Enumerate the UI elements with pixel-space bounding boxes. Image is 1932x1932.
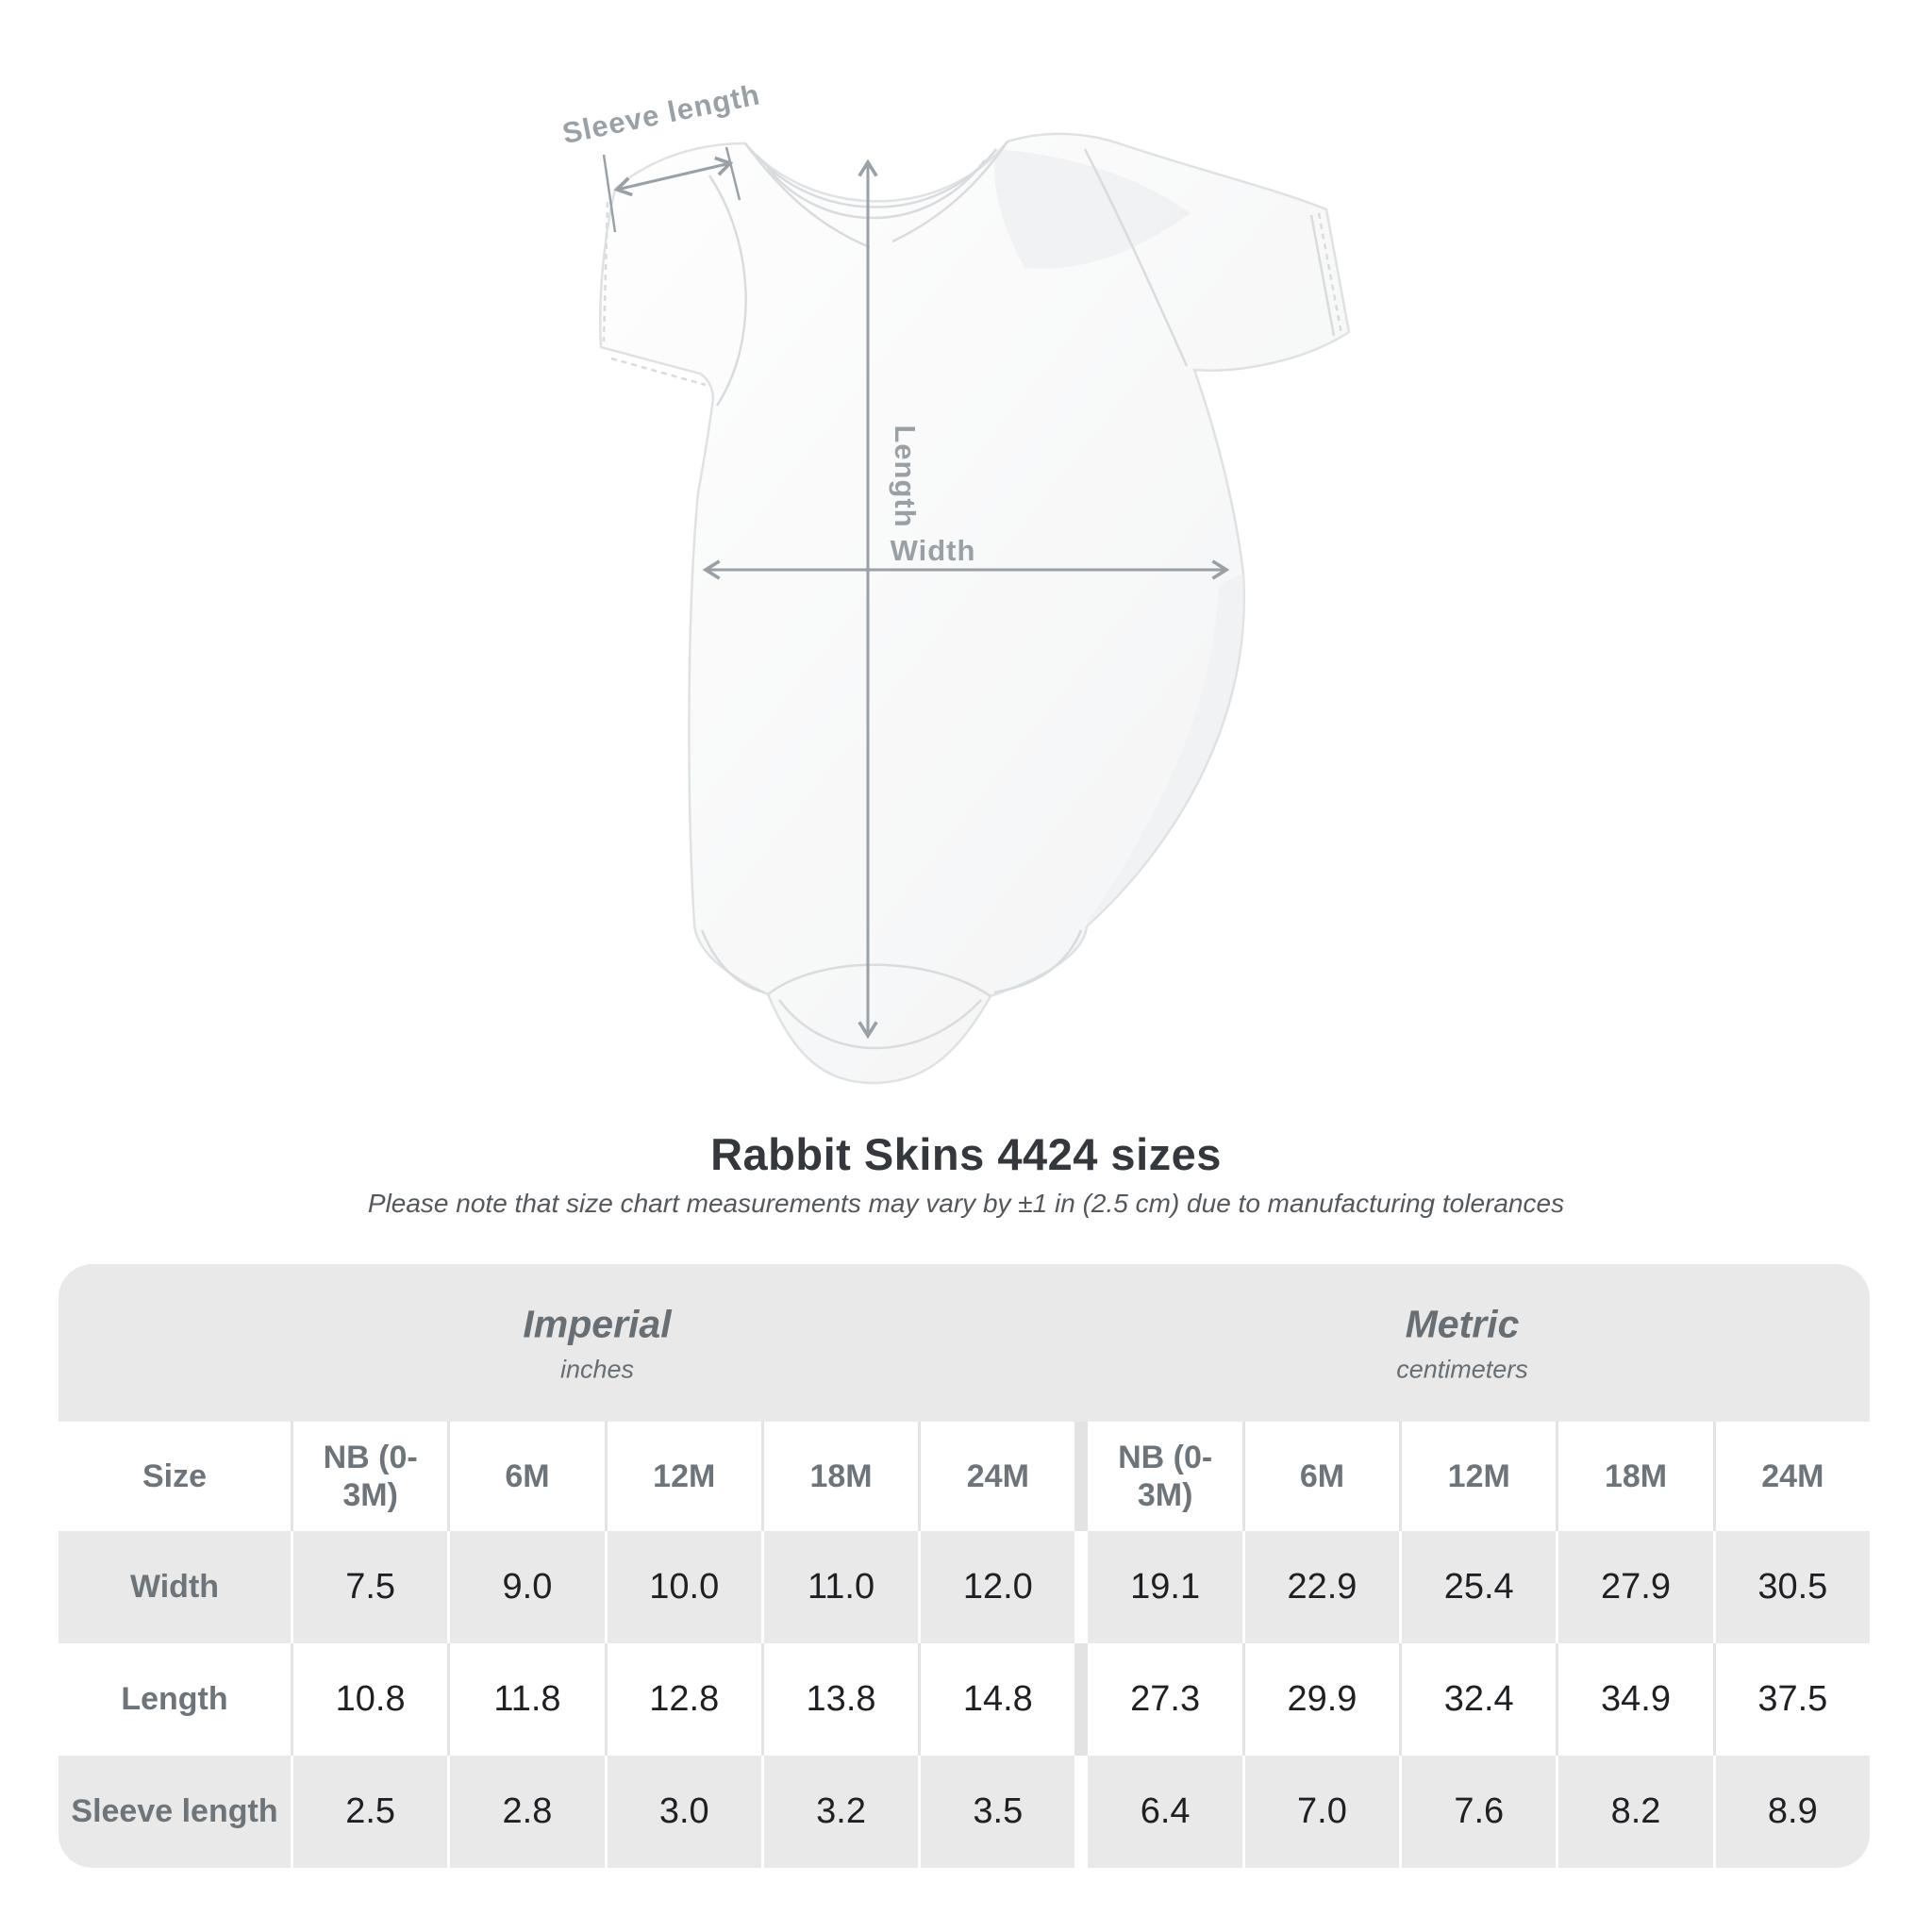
imperial-group-header (523, 1302, 671, 1384)
width-24m-metric: 30.5 (1716, 1531, 1870, 1643)
sleeve-12m-metric: 7.6 (1402, 1756, 1556, 1868)
length-6m-imperial: 11.8 (450, 1643, 604, 1756)
bodysuit-illustration (600, 134, 1349, 1083)
sleeve-6m-metric: 7.0 (1245, 1756, 1399, 1868)
sleeve-6m-imperial: 2.8 (450, 1756, 604, 1868)
width-18m-metric: 27.9 (1558, 1531, 1712, 1643)
length-18m-metric: 34.9 (1558, 1643, 1712, 1756)
metric-unit: centimeters (1396, 1355, 1528, 1383)
col-header-6m-metric: 6M (1245, 1422, 1399, 1531)
col-header-12m-imperial: 12M (608, 1422, 761, 1531)
length-12m-metric: 32.4 (1402, 1643, 1556, 1756)
col-header-nb-imperial (293, 1422, 447, 1531)
length-nb-metric: 27.3 (1088, 1643, 1241, 1756)
width-nb-imperial: 7.5 (293, 1531, 447, 1643)
width-12m-metric: 25.4 (1402, 1531, 1556, 1643)
width-nb-metric: 19.1 (1088, 1531, 1241, 1643)
imperial-unit: inches (559, 1355, 635, 1383)
width-12m-imperial: 10.0 (608, 1531, 761, 1643)
length-6m-metric: 29.9 (1245, 1643, 1399, 1756)
metric-label: Metric (1405, 1302, 1520, 1345)
col-header-nb-imperial-text: NB (0-3M) (323, 1439, 418, 1513)
sleeve-24m-metric: 8.9 (1716, 1756, 1870, 1868)
size-chart-table (58, 1264, 1870, 1868)
length-24m-metric: 37.5 (1716, 1643, 1870, 1756)
row-label-width: Width (58, 1531, 291, 1643)
sleeve-18m-imperial: 3.2 (764, 1756, 918, 1868)
sleeve-nb-metric: 6.4 (1088, 1756, 1241, 1868)
tolerance-note: Please note that size chart measurements may vary by ±1 in (2.5 cm) due to manufacturing tolerances (367, 1189, 1565, 1218)
sleeve-18m-metric: 8.2 (1558, 1756, 1712, 1868)
page-title: Rabbit Skins 4424 sizes (710, 1129, 1222, 1179)
col-header-24m-metric: 24M (1716, 1422, 1870, 1531)
col-header-6m-imperial: 6M (450, 1422, 604, 1531)
width-label: Width (890, 534, 976, 567)
col-header-24m-imperial: 24M (921, 1422, 1074, 1531)
sleeve-length-label: Sleeve length (559, 77, 763, 151)
col-header-nb-metric (1088, 1422, 1241, 1531)
table-header-row (58, 1422, 1870, 1531)
col-header-12m-metric: 12M (1402, 1422, 1556, 1531)
col-header-nb-metric-text: NB (0-3M) (1118, 1439, 1213, 1513)
unit-group-band (58, 1264, 1870, 1422)
sleeve-12m-imperial: 3.0 (608, 1756, 761, 1868)
width-18m-imperial: 11.0 (764, 1531, 918, 1643)
size-column-header: Size (58, 1422, 291, 1531)
table-row-sleeve-length (58, 1756, 1870, 1868)
table-row-width (58, 1531, 1870, 1643)
row-label-length: Length (58, 1643, 291, 1756)
length-12m-imperial: 12.8 (608, 1643, 761, 1756)
length-nb-imperial: 10.8 (293, 1643, 447, 1756)
width-6m-metric: 22.9 (1245, 1531, 1399, 1643)
imperial-label: Imperial (523, 1302, 672, 1345)
sleeve-nb-imperial: 2.5 (293, 1756, 447, 1868)
length-label: Length (889, 425, 922, 528)
width-24m-imperial: 12.0 (921, 1531, 1074, 1643)
row-label-sleeve-length: Sleeve length (58, 1756, 291, 1868)
metric-group-header (1396, 1302, 1528, 1384)
length-24m-imperial: 14.8 (921, 1643, 1074, 1756)
col-header-18m-imperial: 18M (764, 1422, 918, 1531)
col-header-18m-metric: 18M (1558, 1422, 1712, 1531)
length-18m-imperial: 13.8 (764, 1643, 918, 1756)
sleeve-24m-imperial: 3.5 (921, 1756, 1074, 1868)
table-row-length (58, 1643, 1870, 1756)
width-6m-imperial: 9.0 (450, 1531, 604, 1643)
